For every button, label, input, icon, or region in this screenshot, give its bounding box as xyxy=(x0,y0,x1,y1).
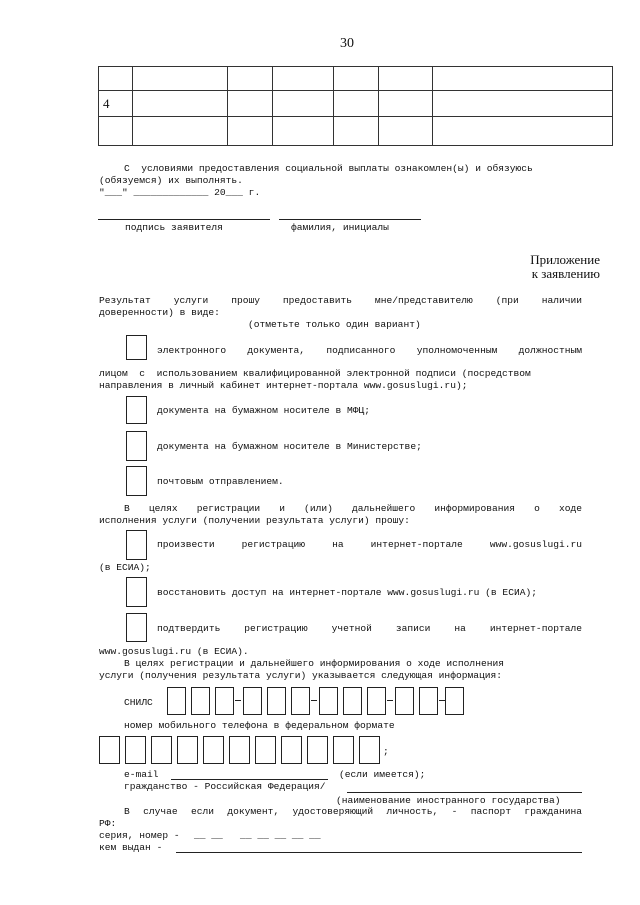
agreement-line-1: С условиями предоставления социальной выплаты ознакомлен(ы) и обязуюсь xyxy=(124,163,533,174)
table-cell xyxy=(334,67,379,91)
registration-option-register-line-2: (в ЕСИА); xyxy=(99,562,151,573)
table-cell xyxy=(273,67,334,91)
phone-digit-box[interactable] xyxy=(359,736,380,764)
phone-digit-box[interactable] xyxy=(177,736,198,764)
snils-digit-box[interactable] xyxy=(445,687,464,715)
table-row xyxy=(99,91,613,117)
table-cell xyxy=(379,67,433,91)
document-line-2: РФ: xyxy=(99,818,117,829)
citizenship-label: гражданство - Российская Федерация/ xyxy=(124,781,326,792)
phone-digit-box[interactable] xyxy=(333,736,354,764)
phone-digit-box[interactable] xyxy=(125,736,146,764)
table-cell xyxy=(133,91,228,117)
date-line: "___" _____________ 20___ г. xyxy=(99,187,261,198)
table-cell xyxy=(433,117,613,146)
table-cell xyxy=(228,117,273,146)
series-number-label: серия, номер - xyxy=(99,830,180,841)
result-option-electronic-line-2: лицом с использованием квалифицированной электронной подписи (посредством xyxy=(99,368,531,379)
appendix-title-2: к заявлению xyxy=(531,266,600,281)
registration-intro-2: исполнения услуги (получении результата услуги) прошу: xyxy=(99,515,410,526)
snils-digit-box[interactable] xyxy=(291,687,310,715)
snils-digit-box[interactable] xyxy=(395,687,414,715)
result-option-electronic-checkbox[interactable] xyxy=(126,335,147,360)
document-line-1: В случае если документ, удостоверяющий личность, - паспорт гражданина xyxy=(124,806,582,817)
snils-digit-box[interactable] xyxy=(319,687,338,715)
series-number-field[interactable]: __ __ __ __ __ __ __ xyxy=(194,830,321,841)
snils-separator xyxy=(387,700,393,701)
data-table xyxy=(98,66,613,146)
snils-digit-box[interactable] xyxy=(343,687,362,715)
phone-digit-box[interactable] xyxy=(203,736,224,764)
table-cell xyxy=(99,67,133,91)
email-label: e-mail xyxy=(124,769,159,780)
signature-label: подпись заявителя xyxy=(125,222,223,233)
phone-digit-box[interactable] xyxy=(307,736,328,764)
table-cell xyxy=(228,91,273,117)
table-cell xyxy=(133,67,228,91)
table-cell xyxy=(99,117,133,146)
snils-digit-box[interactable] xyxy=(167,687,186,715)
registration-option-confirm-line-2: www.gosuslugi.ru (в ЕСИА). xyxy=(99,646,249,657)
phone-digit-box[interactable] xyxy=(151,736,172,764)
result-option-mail-checkbox[interactable] xyxy=(126,466,147,496)
phone-digit-box[interactable] xyxy=(229,736,250,764)
phone-digit-box[interactable] xyxy=(99,736,120,764)
snils-digit-box[interactable] xyxy=(419,687,438,715)
foreign-country-note: (наименование иностранного государства) xyxy=(336,795,561,806)
registration-option-register-line-1: произвести регистрацию на интернет-портале www.gosuslugi.ru xyxy=(157,539,582,550)
phone-digit-box[interactable] xyxy=(281,736,302,764)
table-cell xyxy=(273,117,334,146)
table-cell xyxy=(334,91,379,117)
snils-separator xyxy=(235,700,241,701)
result-option-mail-label: почтовым отправлением. xyxy=(157,476,284,487)
table-cell xyxy=(379,117,433,146)
result-hint: (отметьте только один вариант) xyxy=(248,319,421,330)
table-cell xyxy=(228,67,273,91)
result-line-1: Результат услуги прошу предоставить мне/представителю (при наличии xyxy=(99,295,582,306)
table-cell xyxy=(433,67,613,91)
registration-intro-1: В целях регистрации и (или) дальнейшего информирования о ходе xyxy=(124,503,582,514)
phone-digit-box[interactable] xyxy=(255,736,276,764)
snils-digit-box[interactable] xyxy=(215,687,234,715)
snils-digit-box[interactable] xyxy=(191,687,210,715)
signature-line xyxy=(98,219,270,220)
result-option-mfc-checkbox[interactable] xyxy=(126,396,147,424)
name-line xyxy=(279,219,421,220)
issued-by-label: кем выдан - xyxy=(99,842,163,853)
snils-label: СНИЛС xyxy=(124,697,153,708)
table-row xyxy=(99,67,613,91)
result-option-electronic-line-1: электронного документа, подписанного уполномоченным должностным xyxy=(157,345,582,356)
registration-option-register-checkbox[interactable] xyxy=(126,530,147,560)
result-option-mfc-label: документа на бумажном носителе в МФЦ; xyxy=(157,405,371,416)
table-cell xyxy=(133,117,228,146)
appendix-title-1: Приложение xyxy=(530,252,600,267)
issued-by-field[interactable] xyxy=(176,852,582,853)
name-label: фамилия, инициалы xyxy=(291,222,389,233)
table-cell xyxy=(379,91,433,117)
email-note: (если имеется); xyxy=(339,769,426,780)
table-cell xyxy=(433,91,613,117)
result-line-2: доверенности) в виде: xyxy=(99,307,220,318)
snils-digit-box[interactable] xyxy=(267,687,286,715)
info-intro-1: В целях регистрации и дальнейшего информирования о ходе исполнения xyxy=(124,658,504,669)
result-option-ministry-checkbox[interactable] xyxy=(126,431,147,461)
result-option-electronic-line-3: направления в личный кабинет интернет-портала www.gosuslugi.ru); xyxy=(99,380,468,391)
registration-option-confirm-line-1: подтвердить регистрацию учетной записи на интернет-портале xyxy=(157,623,582,634)
snils-separator xyxy=(311,700,317,701)
result-option-ministry-label: документа на бумажном носителе в Министерстве; xyxy=(157,441,422,452)
agreement-line-2: (обязуемся) их выполнять. xyxy=(99,175,243,186)
registration-option-restore-checkbox[interactable] xyxy=(126,577,147,607)
table-row xyxy=(99,117,613,146)
phone-semicolon: ; xyxy=(383,746,389,757)
table-cell: 4 xyxy=(99,91,133,117)
table-cell xyxy=(334,117,379,146)
page-number: 30 xyxy=(340,36,354,51)
foreign-country-field[interactable] xyxy=(347,792,582,793)
snils-digit-box[interactable] xyxy=(367,687,386,715)
info-intro-2: услуги (получения результата услуги) указывается следующая информация: xyxy=(99,670,503,681)
email-field[interactable] xyxy=(171,779,328,780)
snils-digit-box[interactable] xyxy=(243,687,262,715)
table-cell xyxy=(273,91,334,117)
phone-label: номер мобильного телефона в федеральном формате xyxy=(124,720,395,731)
registration-option-confirm-checkbox[interactable] xyxy=(126,613,147,642)
registration-option-restore-label: восстановить доступ на интернет-портале www.gosuslugi.ru (в ЕСИА); xyxy=(157,587,537,598)
